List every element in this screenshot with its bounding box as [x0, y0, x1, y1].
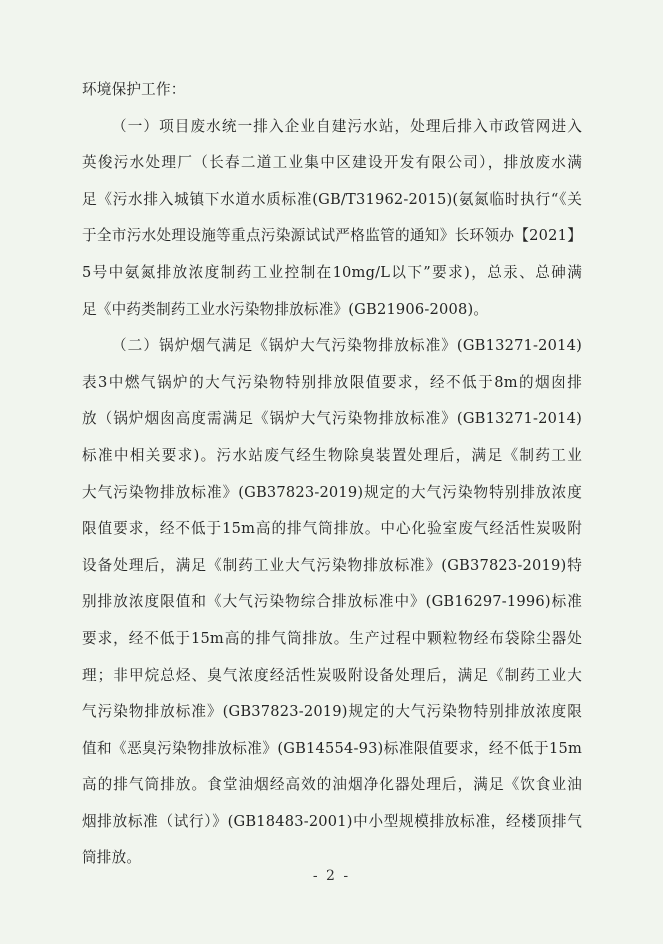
paragraph-line: 大气污染物排放标准》(GB37823-2019)规定的大气污染物特别排放浓度	[82, 483, 582, 501]
paragraph-line: 标准中相关要求)。污水站废气经生物除臭装置处理后，满足《制药工业	[82, 446, 582, 464]
paragraph-line: 放（锅炉烟囱高度需满足《锅炉大气污染物排放标准》(GB13271-2014)	[82, 410, 582, 428]
paragraph-line: 筒排放。	[82, 849, 142, 867]
paragraph-air-emissions	[82, 328, 582, 877]
paragraph-line: 表3中燃气锅炉的大气污染物特别排放限值要求，经不低于8m的烟囱排	[82, 373, 582, 391]
paragraph-line: 设备处理后，满足《制药工业大气污染物排放标准》(GB37823-2019)特	[82, 556, 582, 574]
heading-line: 环境保护工作：	[82, 81, 186, 98]
paragraph-line: 别排放浓度限值和《大气污染物综合排放标准中》(GB16297-1996)标准	[82, 593, 582, 611]
paragraph-line: 限值要求，经不低于15m高的排气筒排放。中心化验室废气经活性炭吸附	[82, 520, 582, 538]
paragraph-line: 5号中氨氮排放浓度制药工业控制在10mg/L以下”要求)，总汞、总砷满	[82, 263, 582, 281]
paragraph-line: 理；非甲烷总烃、臭气浓度经活性炭吸附设备处理后，满足《制药工业大	[82, 666, 582, 684]
paragraph-line: 于全市污水处理设施等重点污染源试试严格监管的通知》长环领办【2021】	[82, 227, 582, 245]
paragraph-line: （一）项目废水统一排入企业自建污水站，处理后排入市政管网进入	[112, 117, 582, 135]
paragraph-line: 英俊污水处理厂（长春二道工业集中区建设开发有限公司），排放废水满	[82, 154, 582, 172]
paragraph-line: 足《污水排入城镇下水道水质标准(GB/T31962-2015)(氨氮临时执行“《关	[82, 190, 582, 208]
paragraph-line: 高的排气筒排放。食堂油烟经高效的油烟净化器处理后，满足《饮食业油	[82, 776, 582, 794]
paragraph-line: 烟排放标准（试行）》(GB18483-2001)中小型规模排放标准，经楼顶排气	[82, 812, 582, 830]
page-number: - 2 -	[312, 868, 351, 884]
document-body	[82, 72, 582, 877]
paragraph-line: 值和《恶臭污染物排放标准》(GB14554-93)标准限值要求，经不低于15m	[82, 739, 582, 757]
paragraph-line: 足《中药类制药工业水污染物排放标准》(GB21906-2008)。	[82, 300, 489, 318]
paragraph-line: 气污染物排放标准》(GB37823-2019)规定的大气污染物特别排放浓度限	[82, 703, 582, 721]
paragraph-line: 要求，经不低于15m高的排气筒排放。生产过程中颗粒物经布袋除尘器处	[82, 629, 582, 647]
paragraph-wastewater	[82, 109, 582, 329]
paragraph-line: （二）锅炉烟气满足《锅炉大气污染物排放标准》(GB13271-2014)	[112, 337, 582, 355]
section-heading	[82, 72, 582, 109]
